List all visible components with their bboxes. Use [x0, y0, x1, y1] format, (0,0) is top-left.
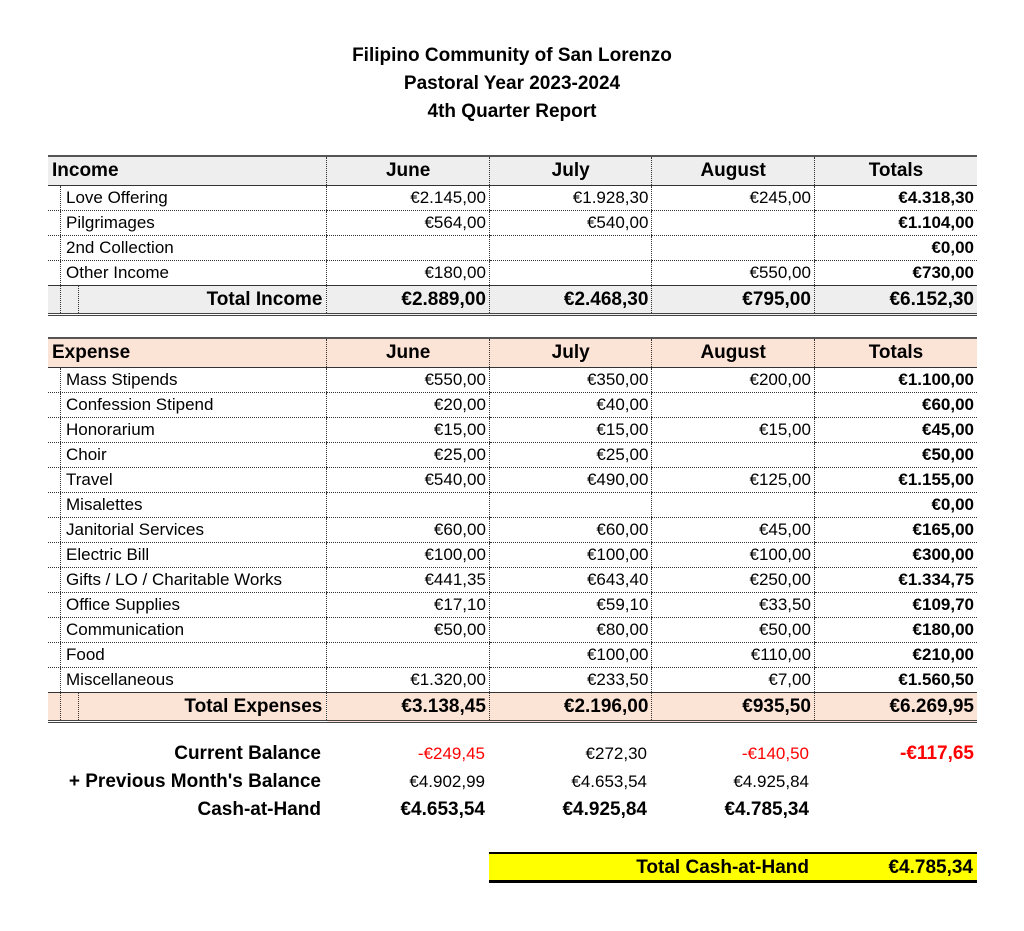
cash-at-hand-june: €4.653,54 — [400, 799, 485, 820]
expense-row-july: €643,40 — [489, 568, 652, 593]
income-row — [48, 186, 977, 211]
cash-at-hand-label: Cash-at-Hand — [197, 799, 321, 820]
income-row-august: €245,00 — [652, 186, 815, 211]
expense-row-june: €15,00 — [327, 418, 490, 443]
expense-row-total: €300,00 — [814, 543, 977, 568]
income-row-label: 2nd Collection — [48, 236, 327, 261]
expense-row-june: €540,00 — [327, 468, 490, 493]
expense-row-june: €100,00 — [327, 543, 490, 568]
expense-row-total: €210,00 — [814, 643, 977, 668]
expense-row-june: €550,00 — [327, 368, 490, 393]
expense-row — [48, 668, 977, 693]
expense-row — [48, 468, 977, 493]
expense-row-july: €25,00 — [489, 443, 652, 468]
column-header-totals: Totals — [814, 156, 977, 186]
expense-row-august: €50,00 — [652, 618, 815, 643]
expense-row-june: €1.320,00 — [327, 668, 490, 693]
expense-row-august: €250,00 — [652, 568, 815, 593]
previous-balance-july: €4.653,54 — [571, 772, 647, 791]
previous-balance-label: + Previous Month's Balance — [68, 771, 321, 792]
expense-row-august: €200,00 — [652, 368, 815, 393]
expense-row-august: €33,50 — [652, 593, 815, 618]
income-row-august — [652, 211, 815, 236]
expense-row-july: €15,00 — [489, 418, 652, 443]
expense-total-label: Total Expenses — [48, 693, 327, 722]
expense-row-july: €350,00 — [489, 368, 652, 393]
column-header-june: June — [327, 338, 490, 368]
income-row-label: Pilgrimages — [48, 211, 327, 236]
balance-summary — [48, 740, 977, 824]
expense-header-label: Expense — [48, 338, 327, 368]
income-row-july — [489, 236, 652, 261]
expense-row-june: €50,00 — [327, 618, 490, 643]
expense-row-total: €1.560,50 — [814, 668, 977, 693]
cash-at-hand-total — [812, 796, 977, 824]
total-cash-at-hand-box — [489, 852, 977, 883]
previous-balance-row — [48, 768, 977, 796]
expense-row — [48, 543, 977, 568]
cash-at-hand-august: €4.785,34 — [724, 799, 809, 820]
expense-row — [48, 493, 977, 518]
expense-row-august: €15,00 — [652, 418, 815, 443]
expense-row-july: €233,50 — [489, 668, 652, 693]
expense-row-label: Honorarium — [48, 418, 327, 443]
expense-total-row — [48, 693, 977, 722]
expense-row-june — [327, 643, 490, 668]
expense-row — [48, 593, 977, 618]
expense-row — [48, 393, 977, 418]
column-header-july: July — [489, 338, 652, 368]
expense-table — [48, 337, 977, 723]
column-header-june: June — [327, 156, 490, 186]
income-row — [48, 261, 977, 286]
expense-row-total: €165,00 — [814, 518, 977, 543]
expense-row-total: €45,00 — [814, 418, 977, 443]
expense-row — [48, 643, 977, 668]
income-row-july: €1.928,30 — [489, 186, 652, 211]
expense-row-total: €0,00 — [814, 493, 977, 518]
current-balance-total: -€117,65 — [900, 743, 974, 764]
expense-row-total: €109,70 — [814, 593, 977, 618]
income-total-june: €2.889,00 — [327, 286, 490, 315]
expense-row — [48, 418, 977, 443]
expense-row-august — [652, 443, 815, 468]
income-row-july — [489, 261, 652, 286]
income-row-label: Other Income — [48, 261, 327, 286]
expense-row-june: €17,10 — [327, 593, 490, 618]
expense-row — [48, 618, 977, 643]
expense-row-august: €110,00 — [652, 643, 815, 668]
expense-row-august — [652, 393, 815, 418]
income-row-june — [327, 236, 490, 261]
expense-row-july: €80,00 — [489, 618, 652, 643]
current-balance-august: -€140,50 — [741, 744, 809, 763]
current-balance-label: Current Balance — [174, 743, 321, 764]
expense-row-label: Gifts / LO / Charitable Works — [48, 568, 327, 593]
income-row-august: €550,00 — [652, 261, 815, 286]
expense-row-total: €1.334,75 — [814, 568, 977, 593]
income-header-row — [48, 156, 977, 186]
income-total-july: €2.468,30 — [489, 286, 652, 315]
expense-row-july: €100,00 — [489, 643, 652, 668]
income-row-june: €564,00 — [327, 211, 490, 236]
expense-row-august: €7,00 — [652, 668, 815, 693]
income-row — [48, 211, 977, 236]
expense-row-label: Food — [48, 643, 327, 668]
income-total-label: Total Income — [48, 286, 327, 315]
expense-row-july: €60,00 — [489, 518, 652, 543]
cash-at-hand-july: €4.925,84 — [562, 799, 647, 820]
expense-row — [48, 518, 977, 543]
report-year: Pastoral Year 2023-2024 — [403, 73, 621, 94]
expense-total-june: €3.138,45 — [327, 693, 490, 722]
expense-row-june — [327, 493, 490, 518]
expense-row-august: €100,00 — [652, 543, 815, 568]
income-header-label: Income — [48, 156, 327, 186]
expense-header-row — [48, 338, 977, 368]
income-row-total: €4.318,30 — [814, 186, 977, 211]
expense-row-july: €490,00 — [489, 468, 652, 493]
income-row — [48, 236, 977, 261]
income-row-june: €180,00 — [327, 261, 490, 286]
cash-at-hand-row — [48, 796, 977, 824]
report-org-name: Filipino Community of San Lorenzo — [352, 45, 672, 66]
expense-row-label: Confession Stipend — [48, 393, 327, 418]
expense-row — [48, 568, 977, 593]
expense-row-label: Travel — [48, 468, 327, 493]
current-balance-june: -€249,45 — [417, 744, 485, 763]
expense-row-label: Mass Stipends — [48, 368, 327, 393]
report-title — [0, 42, 1024, 126]
income-total-sum: €6.152,30 — [814, 286, 977, 315]
expense-row-label: Communication — [48, 618, 327, 643]
expense-row — [48, 368, 977, 393]
column-header-august: August — [652, 338, 815, 368]
expense-row-label: Misalettes — [48, 493, 327, 518]
expense-total-august: €935,50 — [652, 693, 815, 722]
expense-row-june: €25,00 — [327, 443, 490, 468]
expense-row-total: €1.100,00 — [814, 368, 977, 393]
expense-row-july: €59,10 — [489, 593, 652, 618]
expense-row-total: €1.155,00 — [814, 468, 977, 493]
expense-row-june: €441,35 — [327, 568, 490, 593]
column-header-totals: Totals — [814, 338, 977, 368]
previous-balance-august: €4.925,84 — [733, 772, 809, 791]
total-cash-at-hand-label: Total Cash-at-Hand — [636, 857, 809, 878]
expense-total-sum: €6.269,95 — [814, 693, 977, 722]
income-row-august — [652, 236, 815, 261]
expense-total-july: €2.196,00 — [489, 693, 652, 722]
expense-row-label: Miscellaneous — [48, 668, 327, 693]
expense-row-label: Janitorial Services — [48, 518, 327, 543]
expense-row-june: €20,00 — [327, 393, 490, 418]
expense-row-august — [652, 493, 815, 518]
expense-row-label: Office Supplies — [48, 593, 327, 618]
current-balance-row — [48, 740, 977, 768]
previous-balance-total — [812, 768, 977, 796]
income-row-july: €540,00 — [489, 211, 652, 236]
expense-row-label: Electric Bill — [48, 543, 327, 568]
expense-row-august: €125,00 — [652, 468, 815, 493]
column-header-july: July — [489, 156, 652, 186]
income-total-row — [48, 286, 977, 315]
income-row-june: €2.145,00 — [327, 186, 490, 211]
income-table — [48, 155, 977, 316]
expense-row-july: €100,00 — [489, 543, 652, 568]
income-total-august: €795,00 — [652, 286, 815, 315]
previous-balance-june: €4.902,99 — [409, 772, 485, 791]
column-header-august: August — [652, 156, 815, 186]
expense-row-july — [489, 493, 652, 518]
expense-row — [48, 443, 977, 468]
expense-row-total: €180,00 — [814, 618, 977, 643]
total-cash-at-hand-value: €4.785,34 — [888, 857, 973, 878]
expense-row-june: €60,00 — [327, 518, 490, 543]
income-row-label: Love Offering — [48, 186, 327, 211]
expense-row-label: Choir — [48, 443, 327, 468]
expense-row-august: €45,00 — [652, 518, 815, 543]
report-period: 4th Quarter Report — [427, 101, 597, 122]
current-balance-july: €272,30 — [585, 744, 647, 763]
income-row-total: €730,00 — [814, 261, 977, 286]
expense-row-total: €60,00 — [814, 393, 977, 418]
expense-row-july: €40,00 — [489, 393, 652, 418]
expense-row-total: €50,00 — [814, 443, 977, 468]
income-row-total: €1.104,00 — [814, 211, 977, 236]
income-row-total: €0,00 — [814, 236, 977, 261]
